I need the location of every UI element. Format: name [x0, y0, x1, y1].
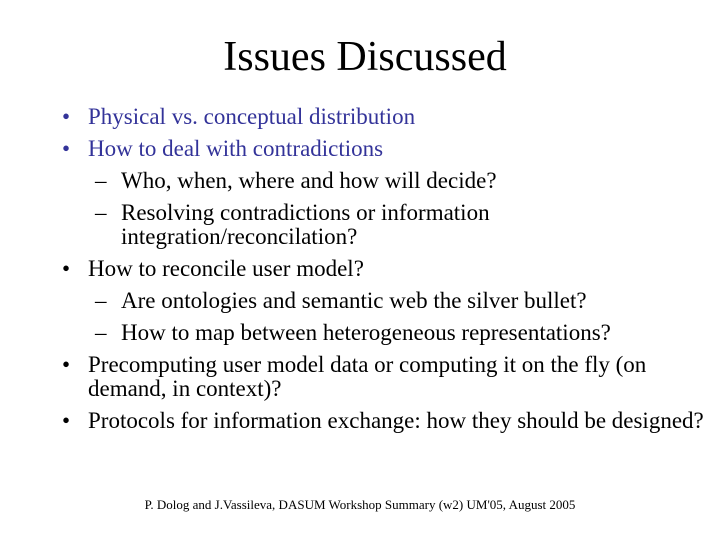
sub-bullet-item — [56, 289, 706, 313]
sub-bullet-item — [56, 321, 706, 345]
sub-bullet-item — [56, 169, 706, 193]
bullet-item — [56, 257, 706, 281]
dash-marker: – — [95, 288, 107, 313]
bullet-marker: • — [61, 136, 71, 161]
bullet-text: How to reconcile user model? — [88, 256, 364, 281]
bullet-marker: • — [61, 256, 71, 281]
bullet-marker: • — [61, 408, 71, 433]
dash-marker: – — [95, 200, 107, 225]
slide-title: Issues Discussed — [223, 34, 507, 80]
bullet-text: Physical vs. conceptual distribution — [88, 104, 416, 129]
bullet-item — [56, 353, 706, 401]
sub-bullet-text: Resolving contradictions or information integration/reconcilation? — [121, 200, 490, 249]
bullet-text: How to deal with contradictions — [88, 136, 384, 161]
sub-bullet-item — [56, 201, 706, 249]
bullet-marker: • — [61, 104, 71, 129]
bullet-item — [56, 137, 706, 161]
bullet-item — [56, 105, 706, 129]
bullet-text: Precomputing user model data or computing it on the fly (on demand, in context)? — [88, 352, 647, 401]
bullet-marker: • — [61, 352, 71, 377]
dash-marker: – — [95, 320, 107, 345]
slide-footer: P. Dolog and J.Vassileva, DASUM Workshop Summary (w2) UM'05, August 2005 — [144, 497, 576, 512]
dash-marker: – — [95, 168, 107, 193]
bullet-item — [56, 409, 706, 433]
bullet-text: Protocols for information exchange: how they should be designed? — [88, 408, 704, 433]
sub-bullet-text: How to map between heterogeneous representations? — [121, 320, 611, 345]
sub-bullet-text: Are ontologies and semantic web the silver bullet? — [121, 288, 587, 313]
bullet-list — [56, 105, 706, 441]
sub-bullet-text: Who, when, where and how will decide? — [121, 168, 497, 193]
